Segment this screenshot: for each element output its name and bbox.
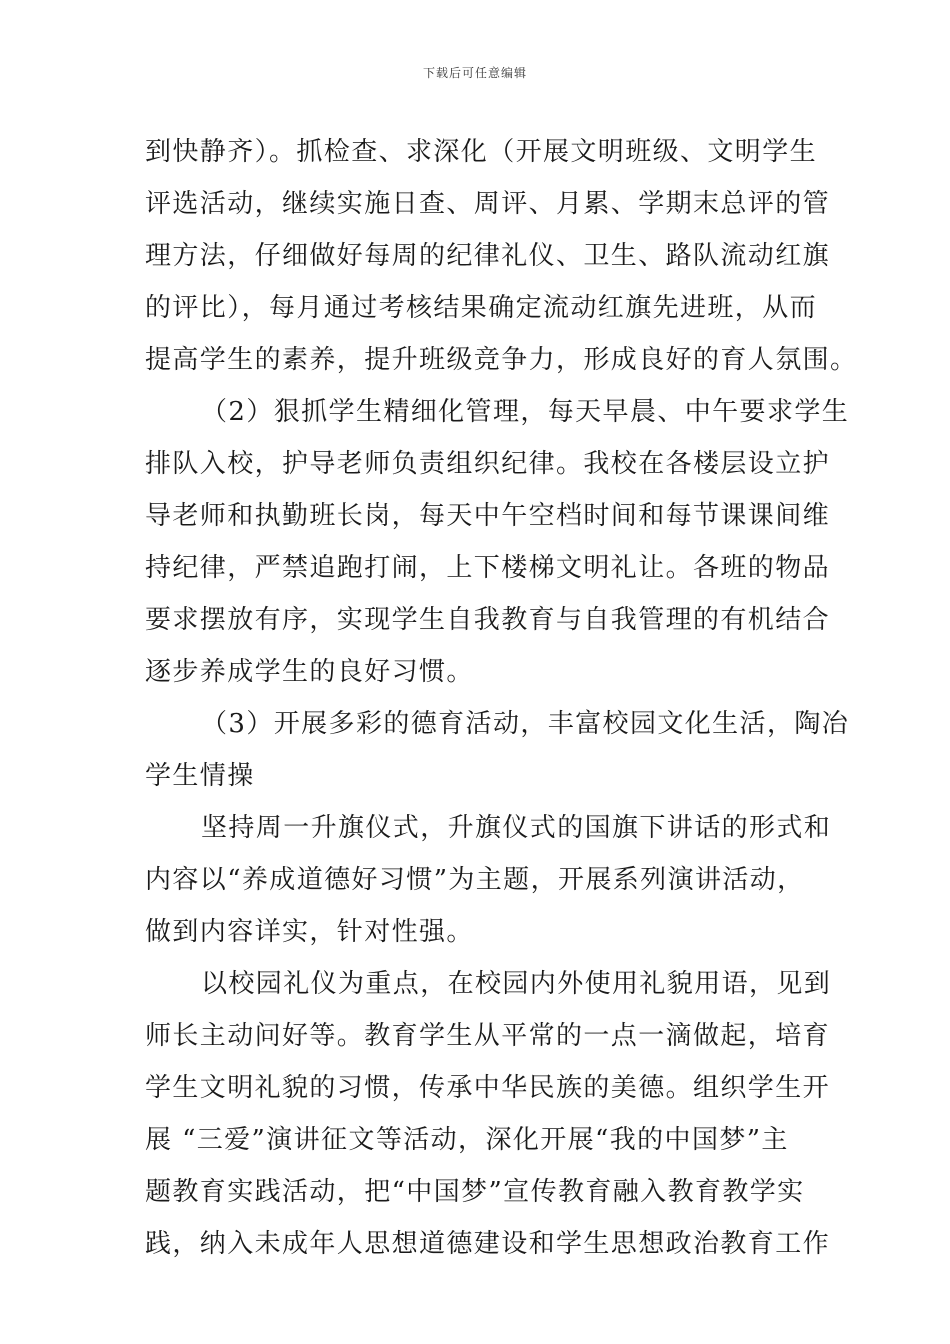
- text-line: 提高学生的素养，提升班级竞争力，形成良好的育人氛围。: [145, 345, 858, 375]
- text-line: 题教育实践活动，把“中国梦”宣传教育融入教育教学实: [145, 1177, 805, 1207]
- text-line: 学生情操: [145, 761, 255, 791]
- text-line: 导老师和执勤班长岗，每天中午空档时间和每节课课间维: [145, 501, 831, 531]
- text-line: 理方法，仔细做好每周的纪律礼仪、卫生、路队流动红旗: [145, 241, 831, 271]
- text-line: 评选活动，继续实施日查、周评、月累、学期末总评的管: [145, 189, 831, 219]
- document-body: [145, 126, 858, 1270]
- text-line: 践，纳入未成年人思想道德建设和学生思想政治教育工作: [145, 1229, 831, 1259]
- page-header: 下载后可任意编辑: [422, 66, 527, 80]
- text-line: 师长主动问好等。教育学生从平常的一点一滴做起，培育: [145, 1021, 831, 1051]
- text-line: 持纪律，严禁追跑打闹，上下楼梯文明礼让。各班的物品: [145, 553, 831, 583]
- text-line: 内容以“养成道德好习惯”为主题，开展系列演讲活动，: [145, 865, 805, 895]
- paragraph-start-line: 以校园礼仪为重点，在校园内外使用礼貌用语，见到: [201, 969, 832, 999]
- paragraph-start-line: （2）狠抓学生精细化管理，每天早晨、中午要求学生: [201, 397, 850, 427]
- paragraph-start-line: （3）开展多彩的德育活动，丰富校园文化生活，陶冶: [201, 709, 850, 739]
- text-line: 学生文明礼貌的习惯，传承中华民族的美德。组织学生开: [145, 1073, 831, 1103]
- text-line: 的评比），每月通过考核结果确定流动红旗先进班，从而: [145, 293, 818, 323]
- text-line: 到快静齐）。抓检查、求深化（开展文明班级、文明学生: [145, 137, 818, 167]
- paragraph-start-line: 坚持周一升旗仪式，升旗仪式的国旗下讲话的形式和: [201, 813, 832, 843]
- text-line: 做到内容详实，针对性强。: [145, 917, 474, 947]
- text-line: 展 “三爱”演讲征文等活动，深化开展“我的中国梦”主: [145, 1125, 789, 1155]
- text-line: 排队入校，护导老师负责组织纪律。我校在各楼层设立护: [145, 449, 831, 479]
- text-line: 要求摆放有序，实现学生自我教育与自我管理的有机结合: [145, 605, 831, 635]
- text-line: 逐步养成学生的良好习惯。: [145, 657, 474, 687]
